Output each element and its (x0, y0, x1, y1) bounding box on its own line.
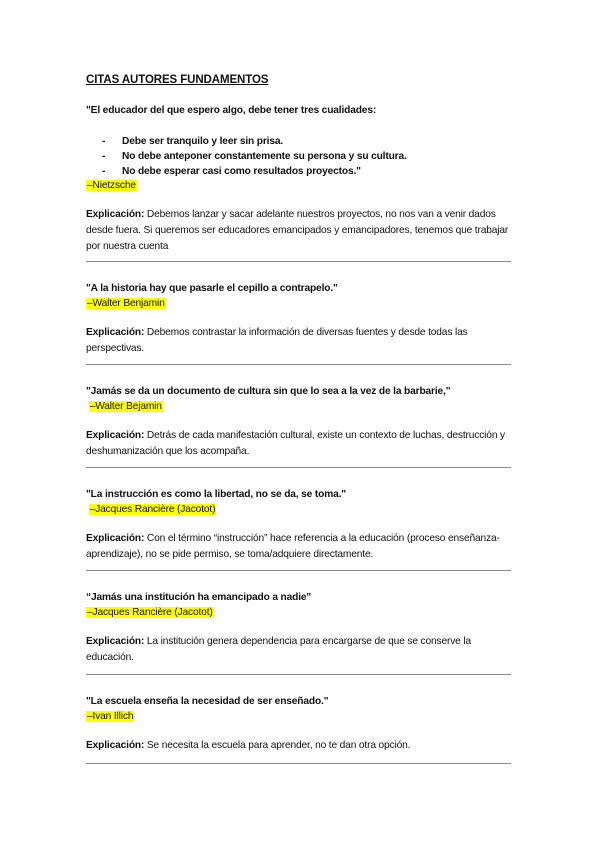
section-divider (86, 467, 511, 468)
bullet-dash: - (102, 166, 106, 177)
quote-text: "El educador del que espero algo, debe tener tres cualidades: (86, 105, 377, 116)
author-highlight: –Jacques Rancière (Jacotot) (87, 607, 213, 618)
explanation-text: La institución genera dependencia para encargarse de que se conserve la educación. (86, 636, 471, 663)
bullet-dash: - (102, 136, 106, 147)
quote-text: "Jamás se da un documento de cultura sin que lo sea a la vez de la barbarie," (86, 386, 451, 397)
author-highlight: –Nietzsche (87, 180, 136, 191)
quote-text: "La escuela enseña la necesidad de ser enseñado." (86, 696, 329, 707)
explanation-label: Explicación: (86, 740, 145, 751)
explanation-paragraph (86, 634, 511, 666)
explanation-label: Explicación: (86, 209, 145, 220)
explanation-text: Debemos lanzar y sacar adelante nuestros proyectos, no nos van a venir dados desde fuera. Si queremos ser educadores emancipados y emancipadores, tenemos que trabajar por nuestra cuenta (86, 209, 509, 252)
author-highlight: –Jacques Rancière (Jacotot) (89, 504, 216, 515)
author-highlight: –Walter Bejamin (89, 401, 162, 412)
quote-text: "La instrucción es como la libertad, no se da, se toma." (86, 489, 346, 500)
section-divider (86, 261, 511, 262)
author-highlight: –Walter Benjamin (87, 298, 165, 309)
quote-text: “Jamás una institución ha emancipado a nadie" (86, 592, 312, 603)
section-divider (86, 763, 511, 764)
explanation-text: Debemos contrastar la información de diversas fuentes y desde todas las perspectivas. (86, 327, 468, 354)
explanation-paragraph (86, 738, 511, 754)
document-title: CITAS AUTORES FUNDAMENTOS (86, 74, 269, 86)
quote-author (86, 296, 166, 312)
explanation-paragraph (86, 325, 511, 357)
explanation-text: Se necesita la escuela para aprender, no te dan otra opción. (146, 740, 411, 751)
bullet-item: No debe anteponer constantemente su persona y su cultura. (122, 151, 407, 162)
quote-author (86, 605, 214, 621)
explanation-text: Detrás de cada manifestación cultural, existe un contexto de luchas, destrucción y deshumanización que los acompaña. (86, 430, 505, 457)
explanation-label: Explicación: (86, 430, 145, 441)
explanation-paragraph (86, 207, 511, 255)
explanation-paragraph (86, 531, 511, 563)
bullet-dash: - (102, 151, 106, 162)
section-divider (86, 674, 511, 675)
bullet-item: Debe ser tranquilo y leer sin prisa. (122, 136, 284, 147)
section-divider (86, 570, 511, 571)
quote-text: "A la historia hay que pasarle el cepillo a contrapelo." (86, 283, 338, 294)
bullet-item: No debe esperar casi como resultados proyectos." (122, 166, 361, 177)
quote-author (86, 399, 163, 415)
author-highlight: –Ivan Illich (87, 711, 134, 722)
quote-author (86, 709, 134, 725)
quote-author (86, 502, 216, 518)
explanation-label: Explicación: (86, 533, 145, 544)
quote-author (86, 178, 137, 194)
explanation-label: Explicación: (86, 636, 145, 647)
explanation-label: Explicación: (86, 327, 145, 338)
section-divider (86, 364, 511, 365)
explanation-text: Con el término “instrucción” hace referencia a la educación (proceso enseñanza-aprendizaje), no se pide permiso, se toma/adquiere directamente. (86, 533, 500, 560)
explanation-paragraph (86, 428, 511, 460)
